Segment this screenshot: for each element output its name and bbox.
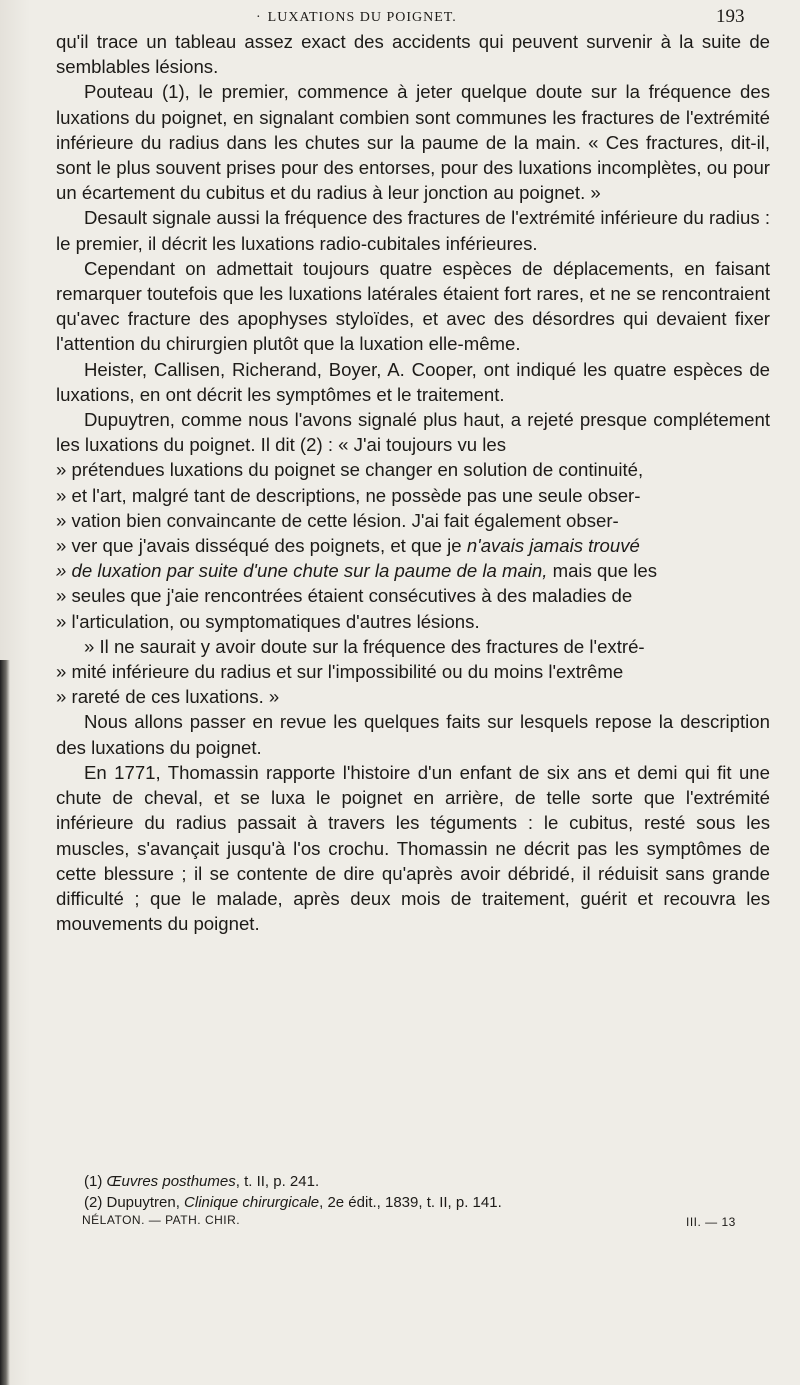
quote-line: » seules que j'aie rencontrées étaient consécutives à des maladies de bbox=[56, 585, 633, 607]
paragraph: Cependant on admettait toujours quatre espèces de déplacements, en faisant remarquer toutefois que les luxations latérales étaient fort rares, et ne se rencontraient qu'avec fracture des apophyses styloïdes, et avec des désordres qui devaient fixer l'attention du chirurgien plutôt que la luxation elle-même. bbox=[56, 257, 770, 355]
paragraph: En 1771, Thomassin rapporte l'histoire d'un enfant de six ans et demi qui fit une chute de cheval, et se luxa le poignet en arrière, de telle sorte que l'extrémité inférieure du radius passait à travers les téguments : le cubitus, resté sous les muscles, s'avançait jusqu'à l'os crochu. Thomassin ne décrit pas les symptômes de cette blessure ; il se contente de dire qu'après avoir débridé, il réduisit sans grande difficulté ; que le malade, après deux mois de traitement, guérit et recouvra les mouvements du poignet. bbox=[56, 761, 770, 935]
quote-italic-text: » de luxation par suite d'une chute sur la paume de la main, bbox=[56, 560, 548, 582]
footnote-1 bbox=[56, 1171, 770, 1192]
signature-right: III. — 13 bbox=[686, 1215, 736, 1229]
footnote-number: (1) bbox=[84, 1173, 107, 1190]
running-title-text: LUXATIONS DU POIGNET. bbox=[267, 10, 457, 25]
quote-line: » vation bien convaincante de cette lésion. J'ai fait également obser- bbox=[56, 509, 619, 531]
footnote-title: Clinique chirurgicale bbox=[184, 1194, 320, 1211]
quote-line bbox=[56, 558, 770, 583]
footnote-title: Œuvres posthumes bbox=[106, 1173, 236, 1190]
quote-line bbox=[56, 533, 770, 558]
paragraph: qu'il trace un tableau assez exact des accidents qui peuvent survenir à la suite de semblables lésions. bbox=[56, 31, 770, 78]
footnote-text: , 2e édit., 1839, t. II, p. 141. bbox=[319, 1194, 502, 1211]
quote-line: » Il ne saurait y avoir doute sur la fréquence des fractures de l'extré- bbox=[84, 635, 645, 657]
body-text bbox=[56, 29, 770, 936]
paragraph: Pouteau (1), le premier, commence à jeter quelque doute sur la fréquence des luxations du poignet, en signalant combien sont communes les fractures de l'extrémité inférieure du radius dans les chutes sur la paume de la main. « Ces fractures, dit-il, sont le plus souvent prises pour des entorses, pour des luxations incomplètes, ou pour un écartement du cubitus et du radius à leur jonction au poignet. » bbox=[56, 81, 770, 204]
paragraph: Desault signale aussi la fréquence des fractures de l'extrémité inférieure du radius : le premier, il décrit les luxations radio-cubitales inférieures. bbox=[56, 207, 770, 254]
binding-shadow bbox=[0, 660, 10, 1385]
footnotes bbox=[56, 1171, 770, 1213]
quote-line: » l'articulation, ou symptomatiques d'autres lésions. bbox=[56, 610, 480, 632]
page-number: 193 bbox=[716, 6, 745, 27]
running-title bbox=[256, 10, 457, 26]
paragraph: Heister, Callisen, Richerand, Boyer, A. Cooper, ont indiqué les quatre espèces de luxations, en ont décrit les symptômes et le traitement. bbox=[56, 358, 770, 405]
page-header bbox=[0, 6, 800, 30]
paragraph: Dupuytren, comme nous l'avons signalé plus haut, a rejeté presque complétement les luxations du poignet. Il dit (2) : « J'ai toujours vu les bbox=[56, 409, 770, 456]
quote-italic-text: n'avais jamais trouvé bbox=[466, 535, 640, 557]
paragraph: Nous allons passer en revue les quelques faits sur lesquels repose la description des luxations du poignet. bbox=[56, 711, 770, 758]
quote-line: » prétendues luxations du poignet se changer en solution de continuité, bbox=[56, 459, 644, 481]
quote-line: » rareté de ces luxations. » bbox=[56, 686, 280, 708]
quote-text: » ver que j'avais disséqué des poignets, et que je bbox=[56, 535, 467, 557]
header-dot: · bbox=[256, 10, 262, 25]
footnote-number: (2) Dupuytren, bbox=[84, 1194, 185, 1211]
footnote-2 bbox=[56, 1192, 770, 1213]
quote-line: » et l'art, malgré tant de descriptions, ne possède pas une seule obser- bbox=[56, 484, 641, 506]
footnote-text: , t. II, p. 241. bbox=[235, 1173, 320, 1190]
quote-line: » mité inférieure du radius et sur l'impossibilité ou du moins l'extrême bbox=[56, 661, 624, 683]
signature-left: NÉLATON. — PATH. CHIR. bbox=[82, 1213, 241, 1227]
quote-text: mais que les bbox=[547, 560, 657, 582]
